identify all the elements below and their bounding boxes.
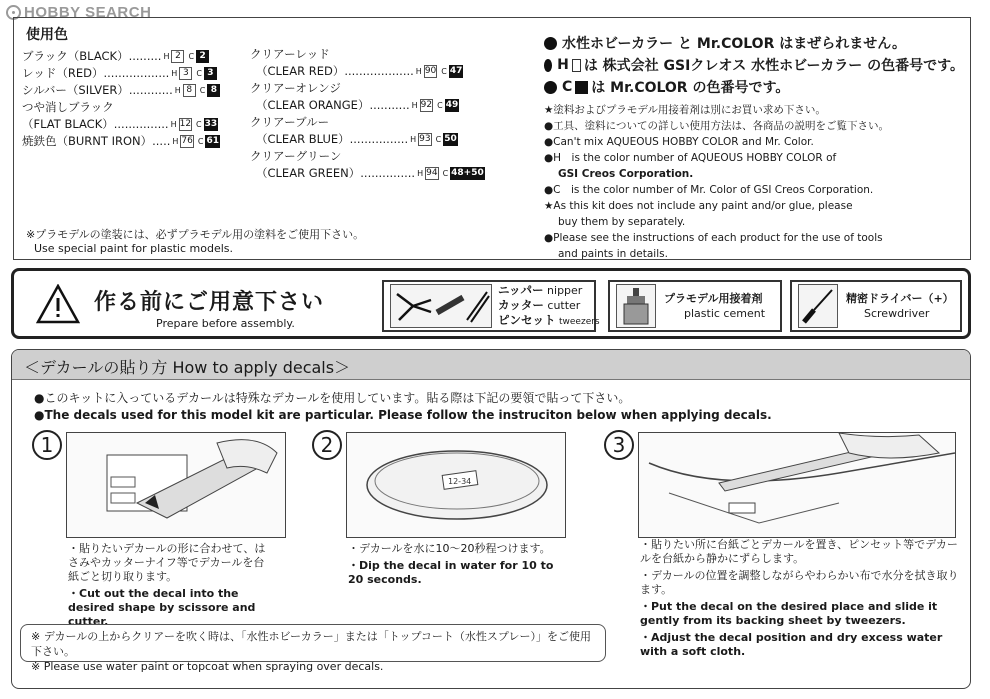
c-number: 61	[206, 136, 219, 146]
h-number: 8	[183, 84, 196, 97]
step-3-text	[640, 538, 960, 662]
tool-nipper: ニッパー nipper	[498, 282, 583, 297]
step-instruction: ・貼りたい所に台紙ごとデカールを置き、ピンセット等でデカールを台紙から静かにずらします。	[640, 538, 958, 565]
h-number: 90	[424, 66, 437, 76]
paint-name: 焼鉄色（BURNT IRON）.....	[22, 134, 171, 148]
step-2-text	[348, 542, 558, 590]
legend-note: ●Can't mix AQUEOUS HOBBY COLOR and Mr. Color.	[544, 136, 814, 148]
paint-note-jp: ※プラモデルの塗装には、必ずプラモデル用の塗料をご使用下さい。	[26, 228, 365, 241]
paint-row	[250, 114, 485, 131]
decals-section	[11, 349, 971, 689]
tool-cutter: カッター cutter	[498, 297, 581, 312]
decal-sample-label: 12-34	[448, 477, 472, 486]
h-label: H	[410, 135, 417, 144]
c-label: C	[441, 67, 447, 76]
step-1-illustration	[66, 432, 286, 538]
step-instruction: ・Cut out the decal into the desired shape by scissore and cutter.	[68, 587, 256, 628]
glue-bottle-icon	[616, 284, 656, 328]
paint-row	[250, 131, 485, 148]
legend-notes	[544, 102, 964, 262]
c-label: C	[199, 86, 206, 95]
c-label: C	[196, 69, 202, 78]
bullet-icon	[544, 37, 557, 50]
legend-note: ★塗料およびプラモデル用接着剤は別にお買い求め下さい。	[544, 104, 826, 116]
driver-label-jp: 精密ドライバー（+）	[846, 292, 954, 305]
legend-line-1: 水性ホビーカラー と Mr.COLOR はまぜられません。	[544, 32, 964, 54]
step-instruction: ・Dip the decal in water for 10 to 20 seconds.	[348, 559, 554, 586]
warning-icon	[36, 284, 80, 324]
c-label: C	[442, 169, 449, 178]
c-label: C	[196, 120, 202, 129]
paint-title: 使用色	[26, 27, 68, 43]
c-number: 2	[196, 50, 209, 63]
paint-name: つや消しブラック	[22, 100, 114, 114]
paint-row	[250, 80, 485, 97]
step-3-illustration	[638, 432, 956, 538]
h-label: H	[172, 137, 179, 146]
step-instruction: ・デカールを水に10～20秒程つけます。	[348, 542, 551, 555]
driver-label-en: Screwdriver	[864, 307, 930, 320]
step-1-text	[68, 542, 268, 632]
decals-header	[12, 350, 970, 380]
c-number: 50	[444, 134, 457, 144]
legend-note: ★As this kit does not include any paint and/or glue, please	[544, 200, 853, 212]
step-instruction: ・Put the decal on the desired place and slide it gently from its backing sheet by tweezers.	[640, 600, 938, 627]
paint-name: （FLAT BLACK）...............	[22, 117, 169, 131]
empty-square-icon	[572, 59, 581, 72]
paint-row	[22, 48, 220, 65]
c-label: C	[197, 137, 204, 146]
spray-note-en: ※ Please use water paint or topcoat when spraying over decals.	[31, 660, 384, 673]
paint-name: （CLEAR GREEN）...............	[256, 166, 416, 180]
legend-note: buy them by separately.	[558, 216, 686, 228]
filled-square-icon	[575, 81, 588, 94]
h-label: H	[411, 101, 418, 110]
paint-row	[22, 116, 220, 133]
h-label: H	[174, 86, 181, 95]
prepare-subtitle: Prepare before assembly.	[156, 317, 295, 330]
c-number: 48+50	[451, 168, 484, 178]
cement-label-jp: プラモデル用接着剤	[664, 292, 763, 305]
h-number: 2	[171, 50, 184, 63]
c-number: 3	[204, 67, 217, 80]
bullet-icon	[544, 81, 557, 94]
legend-line-2: H は 株式会社 GSIクレオス 水性ホビーカラー の色番号です。	[544, 54, 964, 76]
nipper-cutter-tweezers-icon	[390, 284, 492, 328]
paint-name: クリアーオレンジ	[250, 81, 341, 95]
tool-tweezers: ピンセット tweezers	[498, 312, 600, 327]
step-1-number: 1	[32, 430, 62, 460]
paint-name: クリアーレッド	[250, 47, 330, 61]
h-label: H	[417, 169, 424, 178]
paint-name: シルバー（SILVER）............	[22, 83, 173, 97]
paint-row	[22, 82, 220, 99]
paint-name: クリアーブルー	[250, 115, 330, 129]
prepare-bar	[11, 268, 971, 339]
paint-colors-box	[13, 17, 971, 260]
bullet-icon	[544, 59, 552, 72]
legend-note: ●H is the color number of AQUEOUS HOBBY COLOR of	[544, 152, 837, 164]
legend-line-3: C は Mr.COLOR の色番号です。	[544, 76, 964, 98]
paint-list-left	[22, 48, 220, 150]
color-legend	[544, 32, 964, 262]
legend-note: ●C is the color number of Mr. Color of GSI Creos Corporation.	[544, 184, 874, 196]
paint-row	[250, 165, 485, 182]
paint-name: （CLEAR RED）...................	[256, 64, 414, 78]
paint-note-en: Use special paint for plastic models.	[34, 242, 234, 255]
legend-note: ●工具、塗料についての詳しい使用方法は、各商品の説明をご覧下さい。	[544, 120, 889, 132]
paint-name: （CLEAR ORANGE）...........	[256, 98, 410, 112]
screwdriver-group	[790, 280, 962, 332]
legend-note: GSI Creos Corporation.	[558, 168, 694, 180]
paint-row	[250, 46, 485, 63]
c-label: C	[435, 135, 442, 144]
paint-row	[250, 97, 485, 114]
h-number: 94	[426, 168, 438, 178]
paint-name: クリアーグリーン	[250, 149, 342, 163]
step-instruction: ・貼りたいデカールの形に合わせて、はさみやカッターナイフ等でデカールを台紙ごと切り取ります。	[68, 542, 266, 583]
tools-group	[382, 280, 600, 332]
paint-row	[22, 65, 220, 82]
h-number: 93	[419, 134, 431, 144]
screwdriver-icon	[798, 284, 838, 328]
step-2-illustration	[346, 432, 566, 538]
c-number: 47	[449, 66, 463, 76]
c-number: 8	[207, 84, 220, 97]
paint-name: ブラック（BLACK）.........	[22, 49, 162, 63]
h-label: H	[163, 52, 170, 61]
tools-labels	[498, 283, 600, 330]
paint-name: （CLEAR BLUE）................	[256, 132, 409, 146]
h-number: 12	[179, 119, 192, 129]
cement-group	[608, 280, 782, 332]
cement-label-en: plastic cement	[684, 307, 766, 320]
step-instruction: ・デカールの位置を調整しながらやわらかい布で水分を拭き取ります。	[640, 569, 959, 596]
legend-note: and paints in details.	[558, 248, 668, 260]
h-number: 76	[181, 136, 193, 146]
h-number: 3	[179, 67, 192, 80]
c-number: 49	[445, 100, 459, 110]
h-label: H	[171, 69, 178, 78]
prepare-title: 作る前にご用意下さい	[94, 290, 325, 315]
c-number: 33	[204, 119, 218, 129]
spray-note-box	[20, 624, 606, 673]
h-label: H	[170, 120, 177, 129]
h-number: 92	[420, 100, 433, 110]
step-instruction: ・Adjust the decal position and dry excess water with a soft cloth.	[640, 631, 943, 658]
paint-name: レッド（RED）..................	[22, 66, 170, 80]
step-3-number: 3	[604, 430, 634, 460]
c-label: C	[437, 101, 443, 110]
watermark: HOBBY SEARCH	[6, 4, 151, 21]
c-label: C	[188, 52, 195, 61]
paint-row	[250, 63, 485, 80]
paint-list-right	[250, 46, 485, 182]
paint-row	[22, 133, 220, 150]
spray-note-jp: ※ デカールの上からクリアーを吹く時は、「水性ホビーカラー」または「トップコート（水性スプレー）」をご使用下さい。	[31, 630, 591, 658]
paint-row	[250, 148, 485, 165]
decals-intro-en: ●The decals used for this model kit are particular. Please follow the instruciton below when applying decals.	[34, 408, 772, 422]
paint-row	[22, 99, 220, 116]
legend-note: ●Please see the instructions of each product for the use of tools	[544, 232, 883, 244]
decals-title: ＜デカールの貼り方 How to apply decals＞	[24, 358, 351, 377]
decals-intro-jp: ●このキットに入っているデカールは特殊なデカールを使用しています。貼る際は下記の要領で貼って下さい。	[34, 391, 631, 405]
step-2-number: 2	[312, 430, 342, 460]
h-label: H	[415, 67, 422, 76]
